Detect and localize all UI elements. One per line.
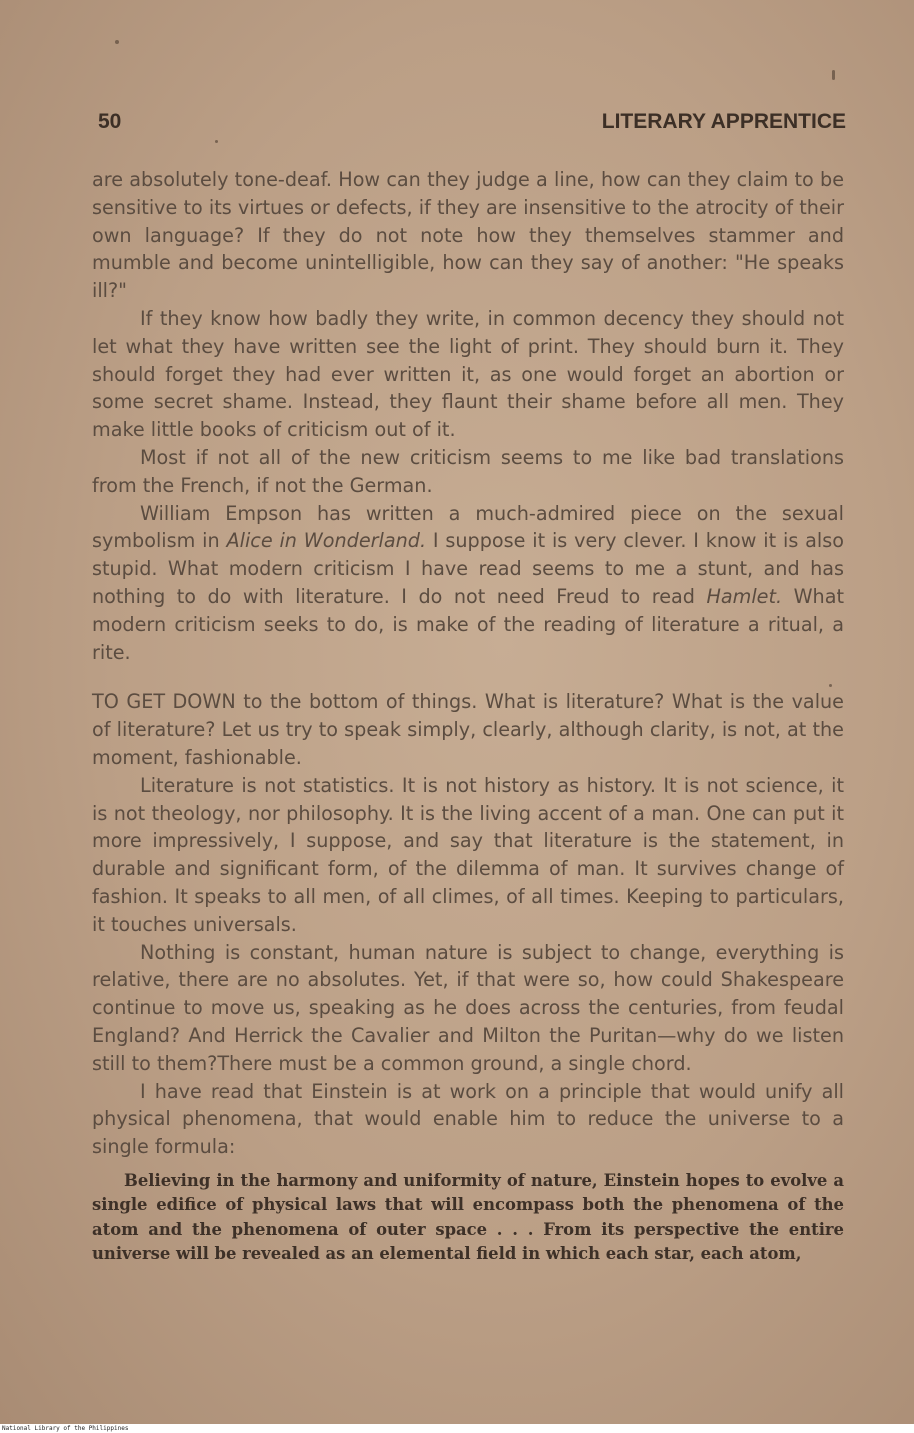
text-run: William Empson has written a much-admired piece on the sexual symbolism in xyxy=(92,501,844,553)
paragraph: Most if not all of the new criticism seems to me like bad translations from the French, if not the German. xyxy=(92,445,844,497)
book-title: Alice in Wonderland. xyxy=(226,529,427,553)
library-credit: National Library of the Philippines xyxy=(2,1425,129,1432)
paragraph-empson xyxy=(92,500,844,667)
footer-strip xyxy=(0,1424,914,1433)
paragraph: I have read that Einstein is at work on a principle that would unify all physical phenomena, that would enable him to reduce the universe to a single formula: xyxy=(92,1079,844,1159)
running-head: LITERARY APPRENTICE xyxy=(601,110,846,133)
quote-text: Believing in the harmony and uniformity of nature, Einstein hopes to evolve a single edifice of physical laws that will encompass both the phenomena of the atom and the phenomena of outer space . . . From its perspective the entire universe will be revealed as an elemental field in which each star, each atom, xyxy=(92,1170,844,1264)
text-run: What modern criticism seeks to do, is make of the reading of literature a ritual, a rite. xyxy=(92,584,845,664)
block-quote xyxy=(92,1169,844,1267)
paragraph: Literature is not statistics. It is not history as history. It is not science, it is not theology, nor philosophy. It is the living accent of a man. One can put it more impressively, I suppose, and say that literature is the statement, in durable and significant form, of the dilemma of man. It survives change of fashion. It speaks to all men, of all climes, of all times. Keeping to particulars, it touches universals. xyxy=(92,773,844,936)
paper-speck xyxy=(115,40,119,44)
paragraph: Nothing is constant, human nature is subject to change, everything is relative, there are no absolutes. Yet, if that were so, how could Shakespeare continue to move us, speaking as he does across the centuries, from feudal England? And Herrick the Cavalier and Milton the Puritan—why do we listen still to them?There must be a common ground, a single chord. xyxy=(92,940,844,1075)
paragraph: If they know how badly they write, in common decency they should not let what they have written see the light of print. They should burn it. They should forget they had ever written it, as one would forget an abortion or some secret shame. Instead, they flaunt their shame before all men. They make little books of criticism out of it. xyxy=(92,306,844,442)
section-break xyxy=(92,666,844,688)
paper-speck xyxy=(215,140,218,143)
paragraph: are absolutely tone-deaf. How can they judge a line, how can they claim to be sensitive to its virtues or defects, if they are insensitive to the atrocity of their own language? If they do not note how they themselves stammer and mumble and become unintelligible, how can they say of another: "He speaks ill?" xyxy=(92,168,844,303)
page-number: 50 xyxy=(98,110,122,133)
book-title: Hamlet. xyxy=(706,584,783,608)
page-header xyxy=(98,110,846,140)
paper-speck xyxy=(832,70,835,80)
body-text xyxy=(92,166,844,1267)
text-run: I suppose it is very clever. I know it is also stupid. What modern criticism I have read seems to me a stunt, and has nothing to do with literature. I do not need Freud to read xyxy=(92,529,844,608)
paragraph: TO GET DOWN to the bottom of things. What is literature? What is the value of literature? Let us try to speak simply, clearly, although clarity, is not, at the moment, fashionable. xyxy=(92,690,844,769)
